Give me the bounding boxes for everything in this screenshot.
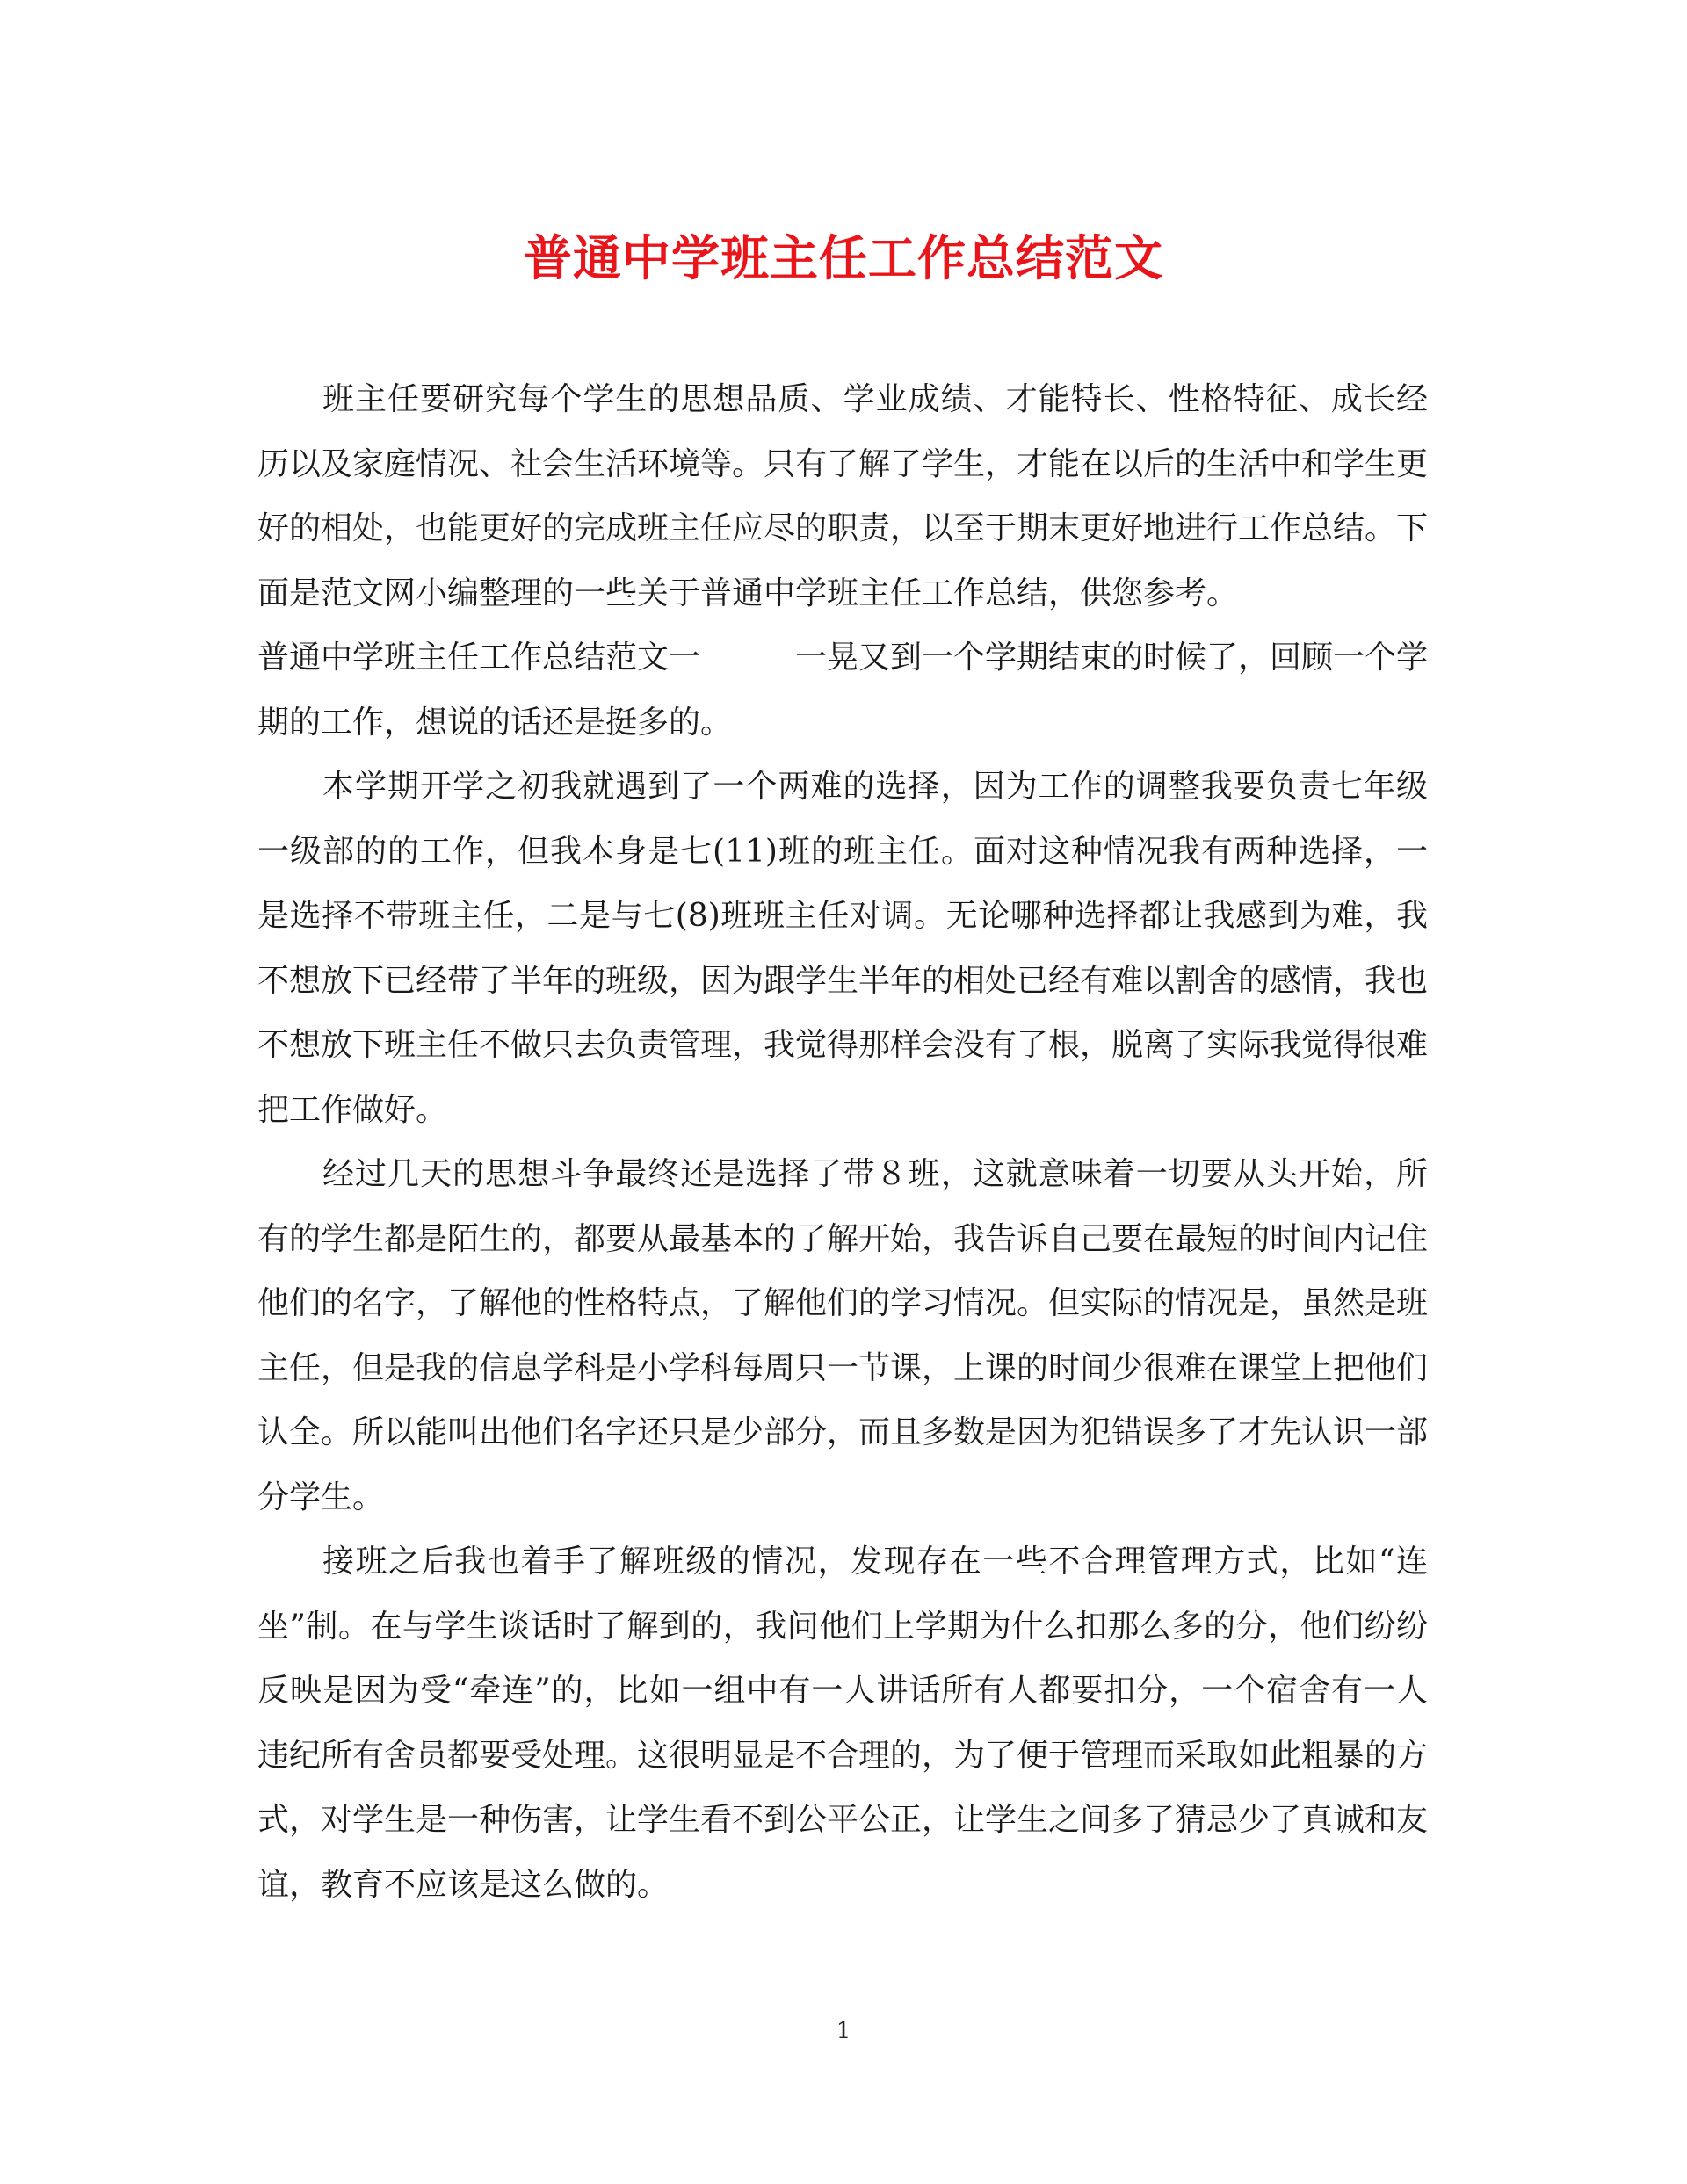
document-body (257, 367, 1428, 1917)
paragraph-intro: 班主任要研究每个学生的思想品质、学业成绩、才能特长、性格特征、成长经历以及家庭情况、社会生活环境等。只有了解了学生，才能在以后的生活中和学生更好的相处，也能更好的完成班主任应尽的职责，以至于期末更好地进行工作总结。下面是范文网小编整理的一些关于普通中学班主任工作总结，供您参考。 (257, 381, 1429, 611)
paragraph-choice: 本学期开学之初我就遇到了一个两难的选择，因为工作的调整我要负责七年级一级部的的工作，但我本身是七(11)班的班主任。面对这种情况我有两种选择，一是选择不带班主任，二是与七(8)班班主任对调。无论哪种选择都让我感到为难，我不想放下已经带了半年的班级，因为跟学生半年的相处已经有难以割舍的感情，我也不想放下班主任不做只去负责管理，我觉得那样会没有了根，脱离了实际我觉得很难把工作做好。 (257, 769, 1429, 1128)
paragraph-new-class: 经过几天的思想斗争最终还是选择了带８班，这就意味着一切要从头开始，所有的学生都是陌生的，都要从最基本的了解开始，我告诉自己要在最短的时间内记住他们的名字，了解他的性格特点，了解他们的学习情况。但实际的情况是，虽然是班主任，但是我的信息学科是小学科每周只一节课，上课的时间少很难在课堂上把他们认全。所以能叫出他们名字还只是少部分，而且多数是因为犯错误多了才先认识一部分学生。 (257, 1156, 1429, 1515)
document-title: 普通中学班主任工作总结范文 (523, 229, 1163, 286)
page-number: 1 (836, 2018, 851, 2044)
paragraph-management: 接班之后我也着手了解班级的情况，发现存在一些不合理管理方式，比如“连坐”制。在与学生谈话时了解到的，我问他们上学期为什么扣那么多的分，他们纷纷反映是因为受“牵连”的，比如一组中有一人讲话所有人都要扣分，一个宿舍有一人违纪所有舍员都要受处理。这很明显是不合理的，为了便于管理而采取如此粗暴的方式，对学生是一种伤害，让学生看不到公平公正，让学生之间多了猜忌少了真诚和友谊，教育不应该是这么做的。 (257, 1544, 1429, 1903)
paragraph-section-one-heading: 普通中学班主任工作总结范文一 一晃又到一个学期结束的时候了，回顾一个学期的工作，想说的话还是挺多的。 (257, 640, 1429, 741)
